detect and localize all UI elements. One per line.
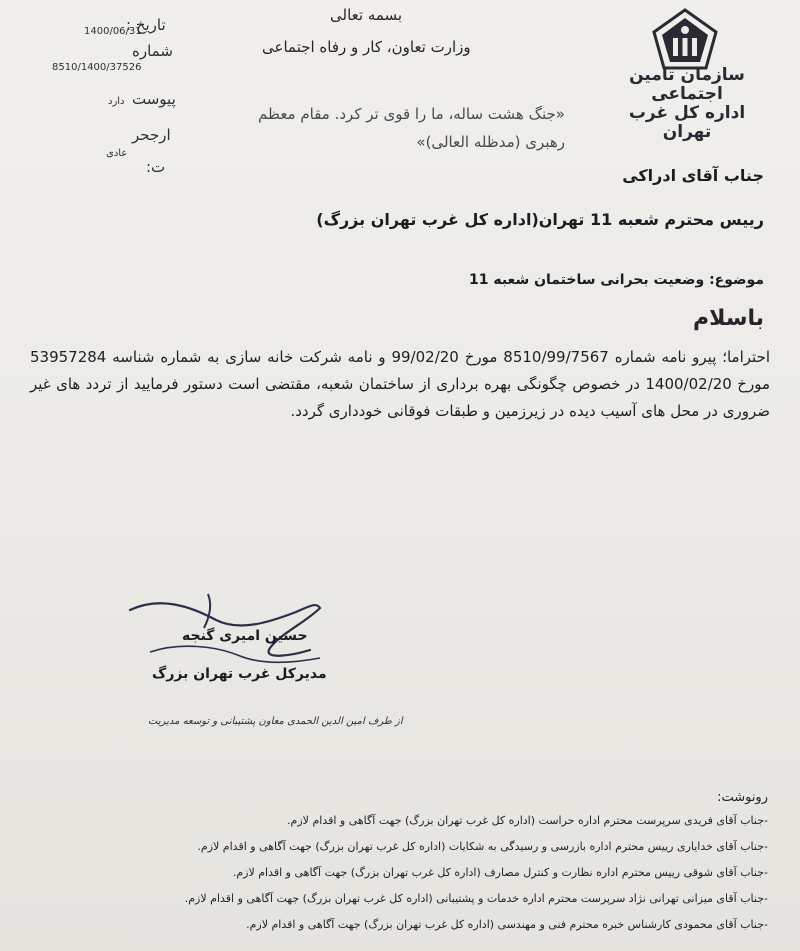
org-line: اجتماعی [651,84,723,104]
cc-line: -جناب آقای خدایاری رییس محترم اداره بازرسی و رسیدگی به شکایات (اداره کل غرب تهران بزرگ) جهت آگاهی و اقدام لازم. [197,840,768,853]
greeting: باسلام [693,306,764,331]
cc-line: -جناب آقای میزانی تهرانی نژاد سرپرست محترم اداره خدمات و پشتیبانی (اداره کل غرب تهران بزرگ) جهت آگاهی و اقدام لازم. [184,892,768,905]
org-line: سازمان تامین [629,65,745,85]
addressee-title: رییس محترم شعبه 11 تهران(اداره کل غرب تهران بزرگ) [316,210,764,229]
organization-name [612,66,762,142]
priority-label: ارجحر [132,126,171,144]
signatory-name: حسین امیری گنجه [182,628,308,644]
letter-body: احتراما؛ پیرو نامه شماره 8510/99/7567 مورخ 99/02/20 و نامه شرکت خانه سازی به شماره شناسه 53957284 مورخ 1400/02/20 در خصوص چگونگی بهره برداری از ساختمان شعبه، مقتضی است دستور فرمایید از تردد های غیر ضروری در محل های آسیب دیده در زیرزمین و طبقات فوقانی خودداری گردد. [30,348,771,420]
priority-suffix: ت: [146,158,166,176]
addressee-name: جناب آقای ادراکی [622,166,764,185]
letter-subject: موضوع: وضعیت بحرانی ساختمان شعبه 11 [468,272,764,288]
number-value: 8510/1400/37526 [52,62,142,73]
signatory-position: مدیرکل غرب تهران بزرگ [152,666,327,682]
priority-value: عادی [106,148,128,159]
attachment-value: دارد [108,96,125,107]
org-line: تهران [662,122,712,142]
cc-title: رونوشت: [717,790,768,805]
number-label: شماره [132,42,173,60]
header-quote: «جنگ هشت ساله، ما را قوی تر کرد. مقام معظم رهبری (مدظله العالی)» [258,105,565,151]
ministry-name: وزارت تعاون، کار و رفاه اجتماعی [262,38,471,56]
handwritten-signature [120,592,350,702]
signatory-note: از طرف امین الدین الحمدی معاون پشتیبانی و توسعه مدیریت [148,716,403,727]
social-security-logo-icon [650,8,720,72]
cc-line: -جناب آقای فریدی سرپرست محترم اداره حراست (اداره کل غرب تهران بزرگ) جهت آگاهی و اقدام لازم. [287,814,768,827]
date-label: تاریخ : [126,16,166,34]
org-line: اداره کل غرب [628,103,746,123]
cc-line: -جناب آقای شوقی رییس محترم اداره نظارت و کنترل مصارف (اداره کل غرب تهران بزرگ) جهت آگاهی و اقدام لازم. [232,866,768,879]
date-value: 1400/06/31 [84,26,142,37]
bismillah-heading: بسمه تعالی [330,6,403,24]
attachment-label: پیوست [132,90,176,108]
cc-line: -جناب آقای محمودی کارشناس خبره محترم فنی و مهندسی (اداره کل غرب تهران بزرگ) جهت آگاهی و اقدام لازم. [246,918,768,931]
